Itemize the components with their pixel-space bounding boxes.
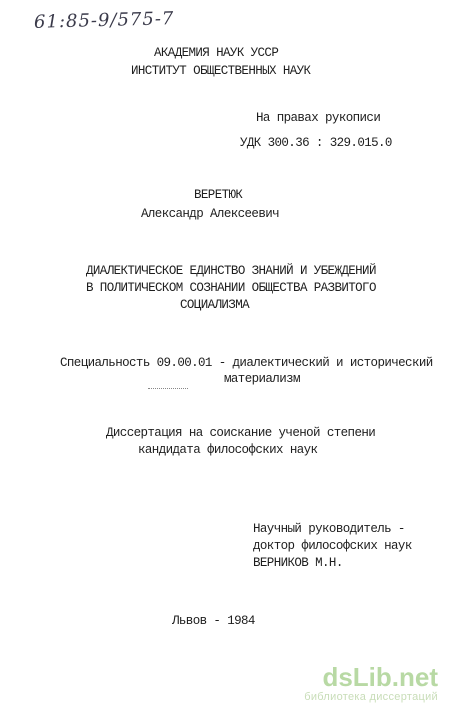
author-name: Александр Алексеевич xyxy=(141,207,280,221)
place-year: Львов - 1984 xyxy=(172,614,255,628)
watermark-logo: dsLib.net xyxy=(322,662,438,692)
specialty-line-2: материализм xyxy=(224,372,300,386)
handwritten-archive-code: 61:85-9/575-7 xyxy=(33,8,175,33)
institute-name: ИНСТИТУТ ОБЩЕСТВЕННЫХ НАУК xyxy=(131,64,311,78)
dissertation-line-1: Диссертация на соискание ученой степени xyxy=(106,426,376,440)
specialty-line-1: Специальность 09.00.01 - диалектический и исторический xyxy=(60,356,433,370)
author-surname: ВЕРЕТЮК xyxy=(194,188,243,202)
dissertation-line-2: кандидата философских наук xyxy=(138,443,318,457)
rights-label: На правах рукописи xyxy=(256,111,381,125)
title-line-3: СОЦИАЛИЗМА xyxy=(180,298,250,312)
dotted-mark xyxy=(148,388,188,389)
watermark-tagline: библиотека диссертаций xyxy=(304,691,438,703)
udk-code: УДК 300.36 : 329.015.0 xyxy=(240,136,392,150)
academy-name: АКАДЕМИЯ НАУК УССР xyxy=(154,46,279,60)
title-line-2: В ПОЛИТИЧЕСКОМ СОЗНАНИИ ОБЩЕСТВА РАЗВИТОГО xyxy=(86,281,376,295)
title-line-1: ДИАЛЕКТИЧЕСКОЕ ЕДИНСТВО ЗНАНИЙ И УБЕЖДЕНИЙ xyxy=(86,264,376,278)
supervisor-line-2: доктор философских наук xyxy=(253,539,412,553)
supervisor-line-3: ВЕРНИКОВ М.Н. xyxy=(253,556,343,570)
supervisor-line-1: Научный руководитель - xyxy=(253,522,405,536)
watermark xyxy=(304,663,438,704)
